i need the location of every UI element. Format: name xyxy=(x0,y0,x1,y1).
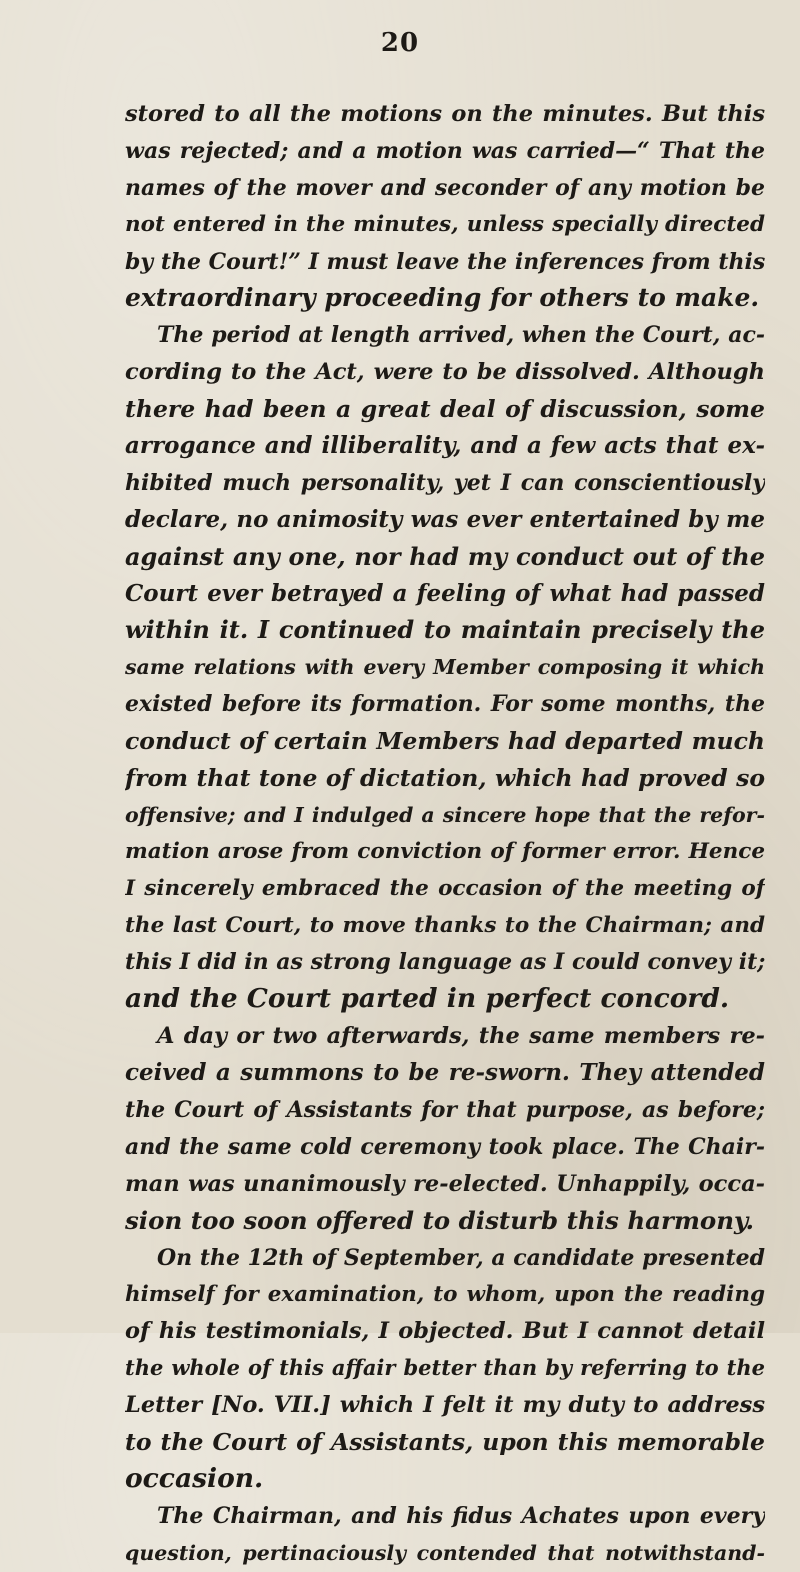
text-line: cording to the Act, were to be dissolved. Although xyxy=(125,359,765,386)
text-line: offensive; and I indulged a sincere hope that the refor- xyxy=(125,802,765,827)
text-line: ceived a summons to be re-sworn. They attended xyxy=(125,1059,765,1087)
text-line: against any one, nor had my conduct out of the xyxy=(125,541,765,571)
text-line: sion too soon offered to disturb this harmony. xyxy=(125,1205,754,1235)
text-line: Court ever betrayed a feeling of what had passed xyxy=(125,579,765,607)
text-line: to the Court of Assistants, upon this memorable xyxy=(125,1428,765,1457)
text-line: same relations with every Member composing it which xyxy=(125,655,765,680)
text-line: conduct of certain Members had departed much xyxy=(125,727,765,756)
text-line: the last Court, to move thanks to the Chairman; and xyxy=(125,912,765,938)
text-line: of his testimonials, I objected. But I cannot detail xyxy=(125,1318,765,1345)
text-line: The period at length arrived, when the Court, ac- xyxy=(157,322,765,349)
text-line: mation arose from conviction of former error. Hence xyxy=(125,838,765,864)
text-line: declare, no animosity was ever entertained by me xyxy=(125,505,765,533)
text-line: hibited much personality, yet I can conscientiously xyxy=(125,469,765,496)
text-line: The Chairman, and his fidus Achates upon every xyxy=(157,1502,765,1529)
text-line: there had been a great deal of discussion, some xyxy=(125,395,765,424)
text-line: extraordinary proceeding for others to make. xyxy=(125,283,760,313)
text-line: and the same cold ceremony took place. The Chair- xyxy=(125,1133,765,1160)
text-line: the whole of this affair better than by referring to the xyxy=(125,1355,765,1381)
text-line: On the 12th of September, a candidate presented xyxy=(157,1244,765,1271)
page-number: 20 xyxy=(380,28,420,58)
text-line: stored to all the motions on the minutes. But this xyxy=(125,101,765,127)
text-line: question, pertinaciously contended that notwithstand- xyxy=(125,1540,765,1565)
text-line: by the Court!” I must leave the inferences from this xyxy=(125,248,765,275)
text-line: Letter [No. VII.] which I felt it my duty to address xyxy=(125,1392,765,1419)
text-line: names of the mover and seconder of any motion be xyxy=(125,174,765,201)
text-line: existed before its formation. For some months, the xyxy=(125,691,765,718)
text-line: was rejected; and a motion was carried—“ That the xyxy=(125,137,765,164)
text-line: not entered in the minutes, unless specially directed xyxy=(125,211,765,237)
text-line: from that tone of dictation, which had proved so xyxy=(125,764,765,793)
text-line: arrogance and illiberality, and a few acts that ex- xyxy=(125,432,765,460)
text-line: this I did in as strong language as I could convey it; xyxy=(125,949,765,976)
body-text xyxy=(125,96,765,1572)
text-line: man was unanimously re-elected. Unhappily, occa- xyxy=(125,1170,765,1197)
text-line: within it. I continued to maintain precisely the xyxy=(125,615,765,645)
text-line: himself for examination, to whom, upon the reading xyxy=(125,1281,765,1307)
text-line: I sincerely embraced the occasion of the meeting of xyxy=(125,875,765,901)
text-line: the Court of Assistants for that purpose, as before; xyxy=(125,1097,765,1124)
text-line: and the Court parted in perfect concord. xyxy=(125,983,730,1015)
text-line: occasion. xyxy=(125,1462,264,1494)
text-line: A day or two afterwards, the same members re- xyxy=(157,1023,765,1050)
